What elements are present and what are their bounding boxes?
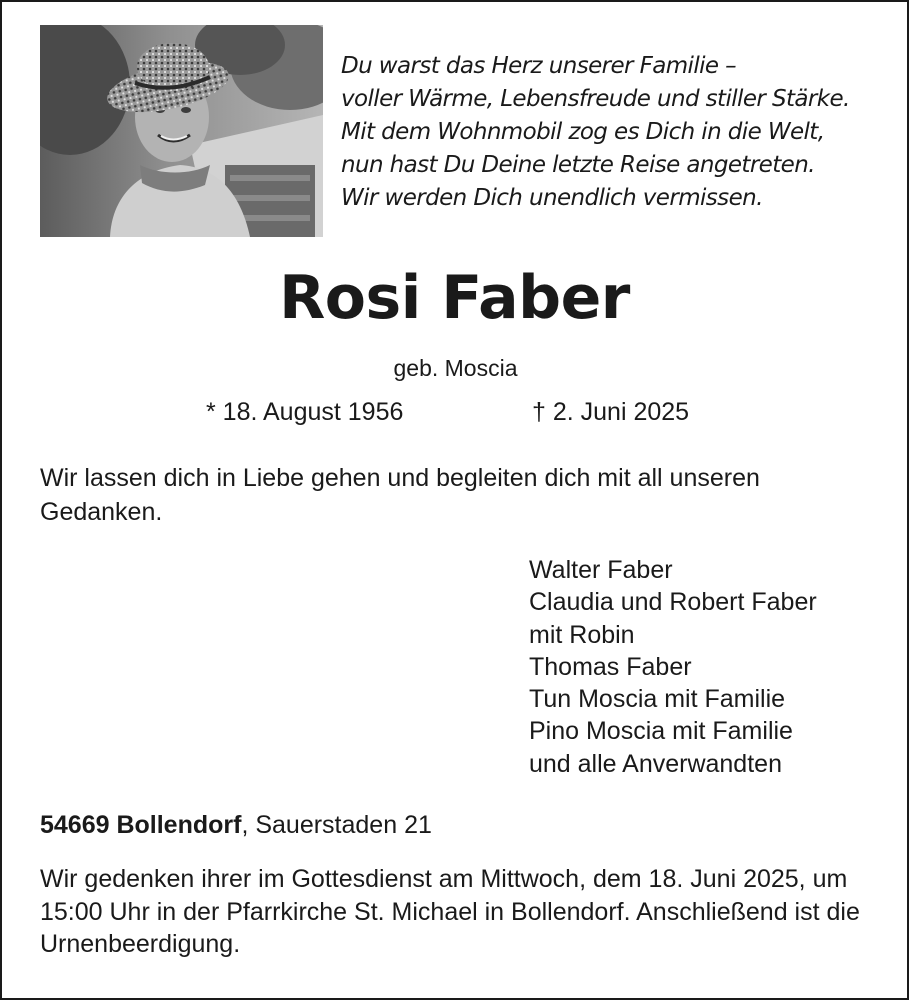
portrait-photo xyxy=(40,25,323,237)
poem-line: Du warst das Herz unserer Familie – xyxy=(341,53,737,79)
poem-line: Mit dem Wohnmobil zog es Dich in die Welt, xyxy=(341,119,825,145)
birth-date: * 18. August 1956 xyxy=(206,398,404,426)
mourner-line: Thomas Faber xyxy=(529,652,692,681)
mourner-line: und alle Anverwandten xyxy=(529,749,782,778)
deceased-name: Rosi Faber xyxy=(279,263,630,333)
mourners-list xyxy=(529,554,899,780)
farewell-text: Wir lassen dich in Liebe gehen und begleiten dich mit all unseren Gedanken. xyxy=(40,464,760,526)
address-city: 54669 Bollendorf xyxy=(40,811,242,839)
poem-line: nun hast Du Deine letzte Reise angetreten. xyxy=(341,152,815,178)
mourner-line: mit Robin xyxy=(529,620,635,649)
memorial-poem xyxy=(341,50,901,215)
mourner-line: Walter Faber xyxy=(529,556,673,584)
poem-line: Wir werden Dich unendlich vermissen. xyxy=(341,185,763,211)
address-street: , Sauerstaden 21 xyxy=(241,811,432,839)
mourner-line: Pino Moscia mit Familie xyxy=(529,717,793,746)
mourner-line: Tun Moscia mit Familie xyxy=(529,685,786,714)
family-address xyxy=(40,808,432,842)
death-date: † 2. Juni 2025 xyxy=(532,398,690,426)
portrait-image xyxy=(40,25,323,237)
poem-line: voller Wärme, Lebensfreude und stiller Stärke. xyxy=(341,86,850,112)
service-announcement: Wir gedenken ihrer im Gottesdienst am Mittwoch, dem 18. Juni 2025, um 15:00 Uhr in der Pfarrkirche St. Michael in Bollendorf. Anschließend ist die Urnenbeerdigung. xyxy=(40,865,860,958)
mourner-line: Claudia und Robert Faber xyxy=(529,588,817,617)
maiden-name: geb. Moscia xyxy=(393,355,518,381)
